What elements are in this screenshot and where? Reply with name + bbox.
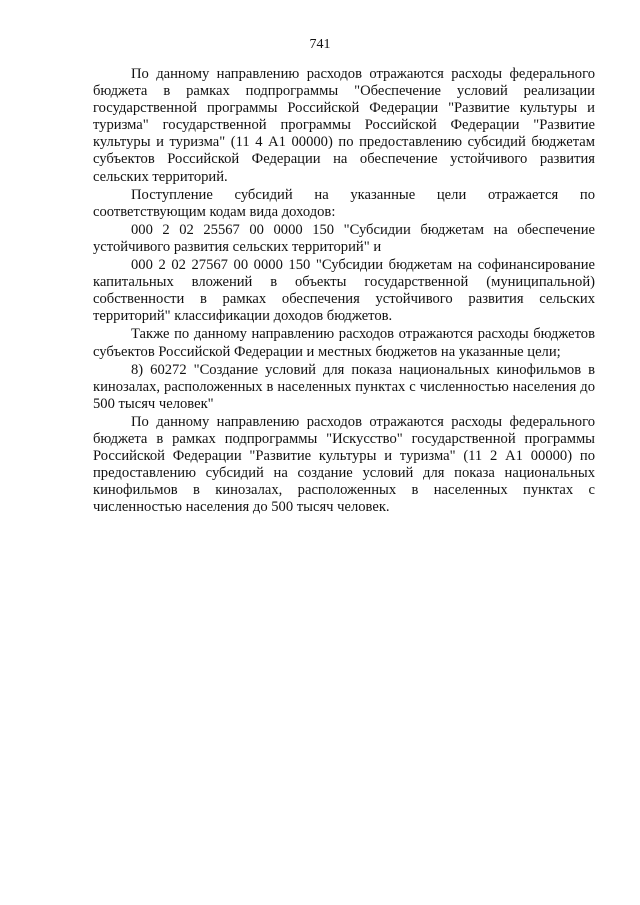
paragraph-subsidy-receipt: Поступление субсидий на указанные цели отражается по соответствующим кодам вида доходов: xyxy=(93,186,595,220)
paragraph-federal-expenses-rural: По данному направлению расходов отражаются расходы федерального бюджета в рамках подпрограммы "Обеспечение условий реализации государственной программы Российской Федерации "Развитие культуры и туризма" государственной программы Российской Федерации "Развитие культуры и туризма" (11 4 А1 00000) по предоставлению субсидий бюджетам субъектов Российской Федерации на обеспечение устойчивого развития сельских территорий. xyxy=(93,66,595,185)
paragraph-regional-local-budgets: Также по данному направлению расходов отражаются расходы бюджетов субъектов Российской Федерации и местных бюджетов на указанные цели; xyxy=(93,326,595,360)
paragraph-income-code-27567: 000 2 02 27567 00 0000 150 "Субсидии бюджетам на софинансирование капитальных вложений в объекты государственной (муниципальной) собственности в рамках обеспечения устойчивого развития сельских территорий" классификации доходов бюджетов. xyxy=(93,257,595,325)
paragraph-item-60272: 8) 60272 "Создание условий для показа национальных кинофильмов в кинозалах, расположенных в населенных пунктах с численностью населения до 500 тысяч человек" xyxy=(93,361,595,412)
paragraph-income-code-25567: 000 2 02 25567 00 0000 150 "Субсидии бюджетам на обеспечение устойчивого развития сельских территорий" и xyxy=(93,221,595,255)
page-number: 741 xyxy=(309,37,331,52)
paragraph-federal-expenses-cinema: По данному направлению расходов отражаются расходы федерального бюджета в рамках подпрограммы "Искусство" государственной программы Российской Федерации "Развитие культуры и туризма" (11 2 А1 00000) по предоставлению субсидий на создание условий для показа национальных кинофильмов в кинозалах, расположенных в населенных пунктах с численностью населения до 500 тысяч человек. xyxy=(93,413,595,516)
document-body xyxy=(93,66,595,516)
